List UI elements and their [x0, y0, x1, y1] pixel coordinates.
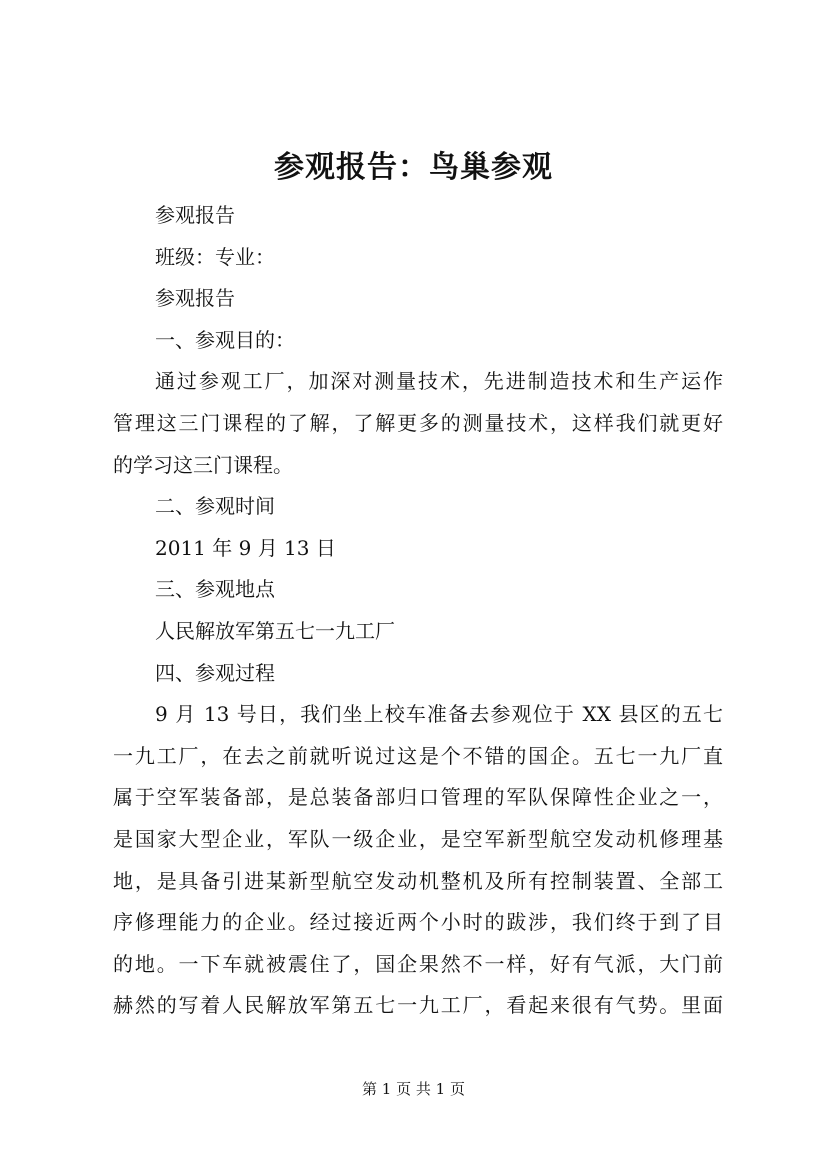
text-line: 参观报告: [155, 286, 235, 311]
section-heading: 一、参观目的：: [155, 327, 295, 352]
document-body: [113, 195, 723, 1027]
paragraph-line: 赫然的写着人民解放军第五七一九工厂，看起来很有气势。里面: [113, 993, 723, 1018]
document-title: 参观报告：鸟巢参观: [274, 150, 553, 185]
section-heading: 四、参观过程: [155, 660, 275, 685]
text-line: 班级：专业：: [155, 244, 275, 269]
paragraph-line: 地，是具备引进某新型航空发动机整机及所有控制装置、全部工: [113, 868, 723, 893]
paragraph-line: 9 月 13 号日，我们坐上校车准备去参观位于 XX 县区的五七: [155, 702, 723, 727]
paragraph-line: 通过参观工厂，加深对测量技术，先进制造技术和生产运作: [155, 369, 723, 394]
section-heading: 三、参观地点: [155, 577, 275, 602]
paragraph-line: 管理这三门课程的了解，了解更多的测量技术，这样我们就更好: [113, 410, 723, 435]
text-line: 人民解放军第五七一九工厂: [155, 618, 395, 643]
paragraph-line: 的学习这三门课程。: [113, 452, 293, 477]
page-number: 第 1 页 共 1 页: [362, 1080, 465, 1098]
text-line: 2011 年 9 月 13 日: [155, 535, 336, 560]
paragraph-line: 属于空军装备部，是总装备部归口管理的军队保障性企业之一，: [113, 785, 723, 810]
paragraph-line: 是国家大型企业，军队一级企业，是空军新型航空发动机修理基: [113, 826, 723, 851]
text-line: 参观报告: [155, 203, 235, 227]
section-heading: 二、参观时间: [155, 494, 275, 519]
paragraph-line: 序修理能力的企业。经过接近两个小时的跋涉，我们终于到了目: [113, 910, 723, 935]
paragraph-line: 的地。一下车就被震住了，国企果然不一样，好有气派，大门前: [113, 951, 723, 976]
paragraph-line: 一九工厂，在去之前就听说过这是个不错的国企。五七一九厂直: [113, 743, 723, 768]
